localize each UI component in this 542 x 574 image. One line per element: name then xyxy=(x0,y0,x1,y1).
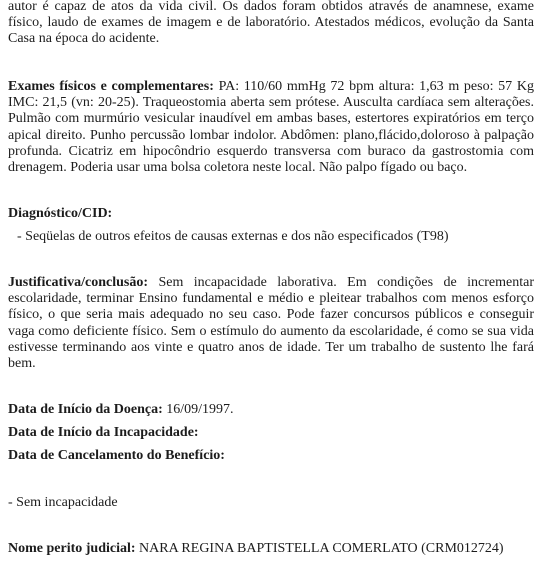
data-inicio-doenca-value: 16/09/1997. xyxy=(162,402,234,417)
data-inicio-incapacidade-line xyxy=(8,425,199,441)
data-cancelamento-line xyxy=(8,448,225,464)
data-inicio-incapacidade-label: Data de Início da Incapacidade: xyxy=(8,425,199,440)
data-inicio-doenca-line xyxy=(8,402,234,418)
diagnostico-label: Diagnóstico/CID: xyxy=(8,206,113,221)
data-inicio-doenca-label: Data de Início da Doença: xyxy=(8,402,163,417)
intro-text: autor é capaz de atos da vida civil. Os dados foram obtidos através de anamnese, exame físico, laudo de exames de imagem e de laboratório. Atestados médicos, evolução da Santa Casa na época do acidente. xyxy=(8,0,534,47)
justificativa-paragraph xyxy=(8,275,534,372)
perito-value: NARA REGINA BAPTISTELLA COMERLATO (CRM012724) xyxy=(135,541,504,556)
perito-label: Nome perito judicial: xyxy=(8,541,136,556)
perito-line xyxy=(8,541,504,557)
exames-label: Exames físicos e complementares: xyxy=(8,79,214,94)
diagnostico-item xyxy=(17,229,449,245)
exames-text: PA: 110/60 mmHg 72 bpm altura: 1,63 m peso: 57 Kg IMC: 21,5 (vn: 20-25). Traqueostomia aberta sem prótese. Ausculta cardíaca sem alterações. Pulmão com murmúrio vesicular inaudível em ambas bases, estertores expiratórios em terço apical direito. Punho percussão lombar indolor. Abdômen: plano,flácido,doloroso à palpação profunda. Cicatriz em hipocôndrio esquerdo transversa com buraco da gastrostomia com drenagem. Poderia usar uma bolsa coletora neste local. Não palpo fígado ou baço. xyxy=(8,79,534,176)
exames-paragraph xyxy=(8,79,534,176)
intro-paragraph xyxy=(8,0,534,48)
data-cancelamento-label: Data de Cancelamento do Benefício: xyxy=(8,448,225,463)
diagnostico-heading xyxy=(8,206,112,222)
cancelamento-item-text: - Sem incapacidade xyxy=(8,495,118,510)
justificativa-text: Sem incapacidade laborativa. Em condições de incrementar escolaridade, terminar Ensino fundamental e médio e pleitear trabalhos com menos esforço físico, o que seria mais adequado no seu caso. Pode fazer concursos públicos e conseguir vaga como deficiente físico. Sem o estímulo do aumento da escolaridade, é como se sua vida estivesse terminando aos vinte e quatro anos de idade. Ter um trabalho de sustento lhe fará bem. xyxy=(8,275,534,372)
diagnostico-item-text: - Seqüelas de outros efeitos de causas externas e dos não especificados (T98) xyxy=(17,229,449,244)
justificativa-label: Justificativa/conclusão: xyxy=(8,275,148,290)
cancelamento-item xyxy=(8,495,118,511)
